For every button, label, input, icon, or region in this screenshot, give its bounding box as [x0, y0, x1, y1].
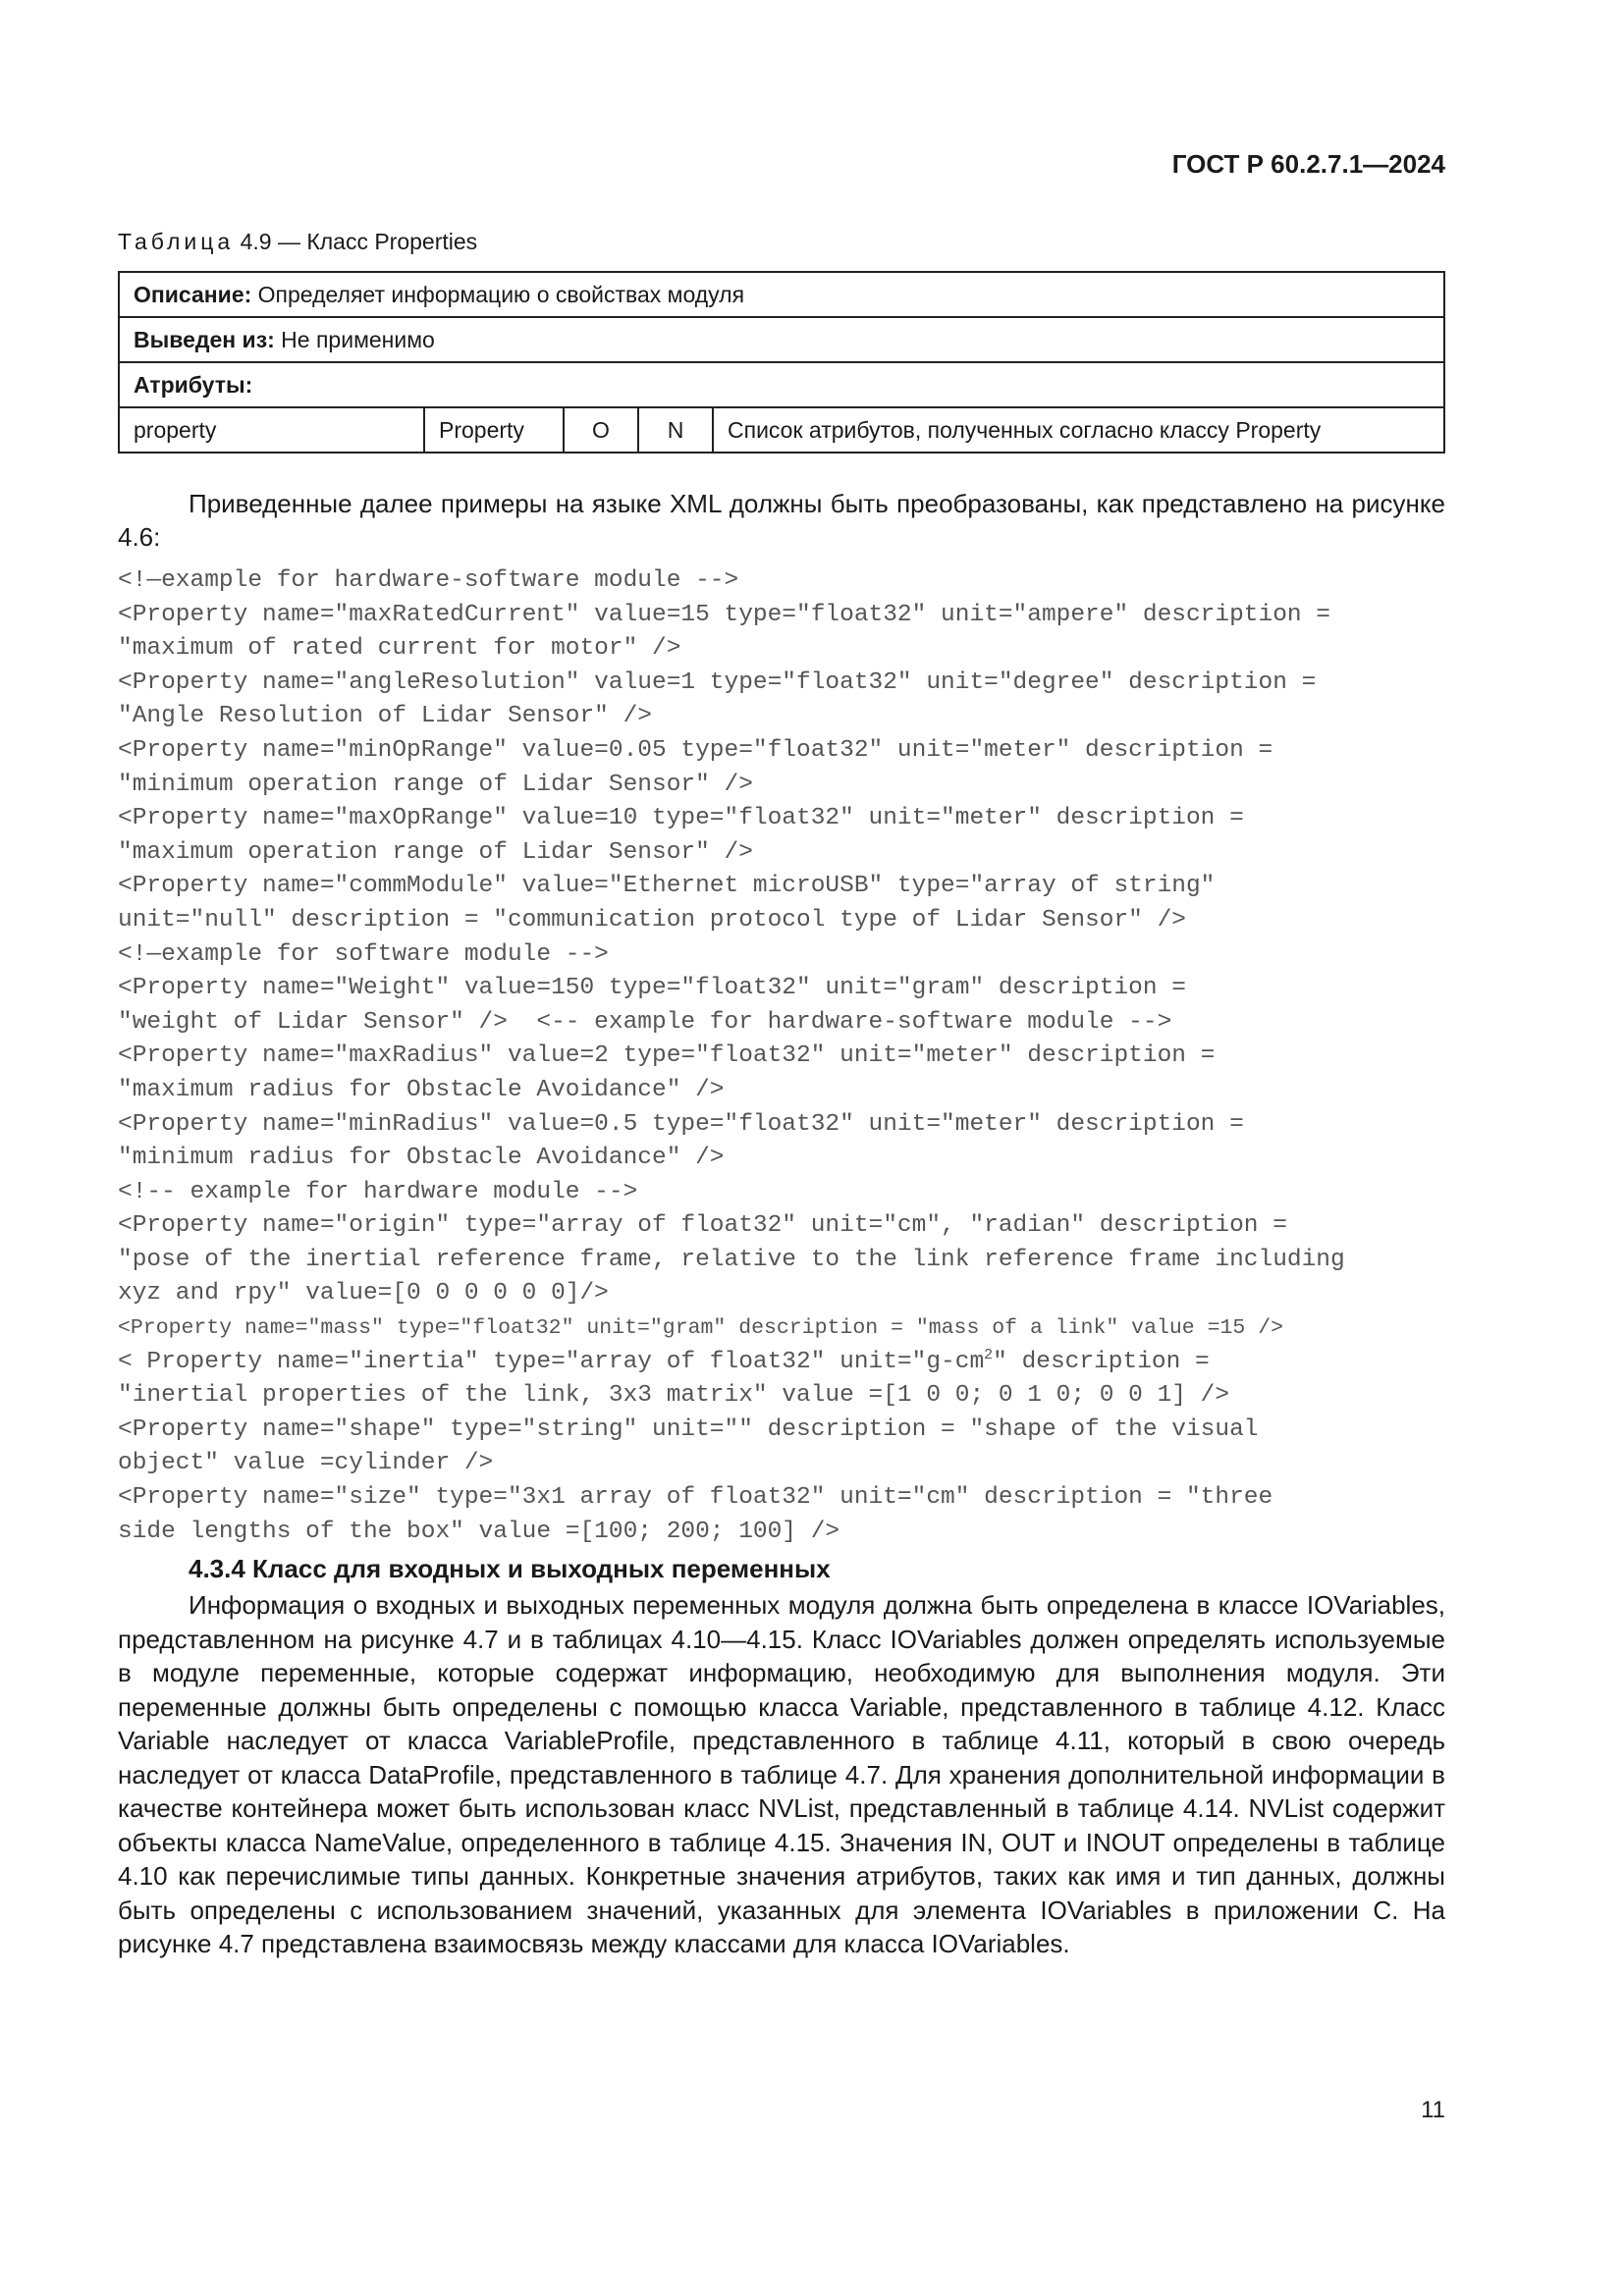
- intro-paragraph: Приведенные далее примеры на языке XML должны быть преобразованы, как представлено на рисунке 4.6:: [118, 489, 1445, 552]
- table-row: [119, 407, 1444, 453]
- code-line: <Property name="size" type="3x1 array of float32" unit="cm" description = "three: [118, 1484, 1273, 1512]
- attributes-label: Атрибуты:: [134, 371, 253, 398]
- code-line: <Property name="angleResolution" value=1 type="float32" unit="degree" description =: [118, 668, 1317, 696]
- xml-code-example: [118, 564, 1453, 1549]
- attribute-multiplicity-cell: N: [638, 407, 713, 453]
- code-line: <Property name="shape" type="string" unit="" description = "shape of the visual: [118, 1415, 1259, 1443]
- code-line: "minimum operation range of Lidar Sensor" />: [118, 771, 753, 798]
- code-line: <Property name="commModule" value="Ethernet microUSB" type="array of string": [118, 873, 1216, 900]
- properties-class-table: [118, 271, 1445, 454]
- attributes-cell: [119, 362, 1444, 407]
- table-row-derived: [119, 317, 1444, 362]
- description-value: Определяет информацию о свойствах модуля: [251, 281, 745, 307]
- code-line: <!—example for hardware-software module -->: [118, 567, 739, 594]
- derived-value: Не применимо: [274, 326, 435, 352]
- code-line: <!-- example for hardware module -->: [118, 1178, 638, 1205]
- code-line: <Property name="Weight" value=150 type="float32" unit="gram" description =: [118, 975, 1186, 1002]
- code-line: object" value =cylinder />: [118, 1450, 494, 1477]
- code-line: "minimum radius for Obstacle Avoidance" />: [118, 1145, 725, 1172]
- code-line: <Property name="mass" type="float32" unit="gram" description = "mass of a link" value =15 />: [118, 1316, 1283, 1341]
- code-line: <Property name="maxRadius" value=2 type="float32" unit="meter" description =: [118, 1042, 1216, 1070]
- attribute-name-cell: property: [119, 407, 424, 453]
- code-line: <Property name="minOpRange" value=0.05 type="float32" unit="meter" description =: [118, 736, 1273, 764]
- attribute-type-cell: Property: [424, 407, 564, 453]
- table-row-description: [119, 272, 1444, 317]
- code-line: <!—example for software module -->: [118, 940, 609, 968]
- superscript: 2: [984, 1346, 994, 1363]
- code-line: [118, 1346, 1210, 1375]
- document-standard-id: ГОСТ Р 60.2.7.1—2024: [1171, 149, 1445, 179]
- code-line: "maximum radius for Obstacle Avoidance" />: [118, 1076, 725, 1103]
- section-heading: 4.3.4 Класс для входных и выходных переменных: [189, 1554, 831, 1583]
- code-line: xyz and rpy" value=[0 0 0 0 0 0]/>: [118, 1280, 609, 1308]
- attribute-description-cell: Список атрибутов, полученных согласно классу Property: [713, 407, 1444, 453]
- table-caption-prefix: Таблица: [118, 229, 235, 254]
- code-line: "maximum of rated current for motor" />: [118, 635, 681, 663]
- code-line: "weight of Lidar Sensor" /> <-- example for hardware-software module -->: [118, 1008, 1172, 1036]
- table-caption: [118, 229, 477, 255]
- code-line: "maximum operation range of Lidar Sensor" />: [118, 838, 753, 866]
- code-line: "pose of the inertial reference frame, relative to the link reference frame including: [118, 1246, 1345, 1273]
- code-fragment: " description =: [993, 1348, 1210, 1375]
- page-number: 11: [1421, 2097, 1445, 2123]
- attribute-optionality-cell: O: [564, 407, 638, 453]
- table-row-attributes-header: [119, 362, 1444, 407]
- code-line: <Property name="maxOpRange" value=10 type="float32" unit="meter" description =: [118, 805, 1244, 832]
- section-paragraph: Информация о входных и выходных переменных модуля должна быть определена в классе IOVariables, представленном на рисунке 4.7 и в таблицах 4.10—4.15. Класс IOVariables должен определять используемые в модуле переменные, которые содержат информацию, необходимую для выполнения модуля. Эти переменные должны быть определены с помощью класса Variable, представленного в таблице 4.12. Класс Variable наследует от класса VariableProfile, представленного в таблице 4.11, который в свою очередь наследует от класса DataProfile, представленного в таблице 4.7. Для хранения дополнительной информации в качестве контейнера может быть использован класс NVList, представленный в таблице 4.14. NVList содержит объекты класса NameValue, определенного в таблице 4.15. Значения IN, OUT и INOUT определены в таблице 4.10 как перечислимые типы данных. Конкретные значения атрибутов, таких как имя и тип данных, должны быть определены с использованием значений, указанных для элемента IOVariables в приложении C. На рисунке 4.7 представлена взаимосвязь между классами для класса IOVariables.: [118, 1590, 1445, 1958]
- code-line: <Property name="origin" type="array of float32" unit="cm", "radian" description =: [118, 1212, 1287, 1240]
- code-line: <Property name="maxRatedCurrent" value=15 type="float32" unit="ampere" description =: [118, 601, 1331, 628]
- table-caption-title: 4.9 — Класс Properties: [234, 229, 478, 254]
- code-line: side lengths of the box" value =[100; 200; 100] />: [118, 1518, 840, 1545]
- code-line: "Angle Resolution of Lidar Sensor" />: [118, 703, 652, 730]
- derived-cell: [119, 317, 1444, 362]
- description-label: Описание:: [134, 281, 252, 307]
- description-cell: [119, 272, 1444, 317]
- code-line: <Property name="minRadius" value=0.5 type="float32" unit="meter" description =: [118, 1110, 1244, 1138]
- code-fragment: < Property name="inertia" type="array of float32" unit="g-cm: [118, 1348, 985, 1375]
- code-line: unit="null" description = "communication protocol type of Lidar Sensor" />: [118, 906, 1186, 934]
- code-line: "inertial properties of the link, 3x3 matrix" value =[1 0 0; 0 1 0; 0 0 1] />: [118, 1382, 1230, 1410]
- derived-label: Выведен из:: [134, 326, 275, 352]
